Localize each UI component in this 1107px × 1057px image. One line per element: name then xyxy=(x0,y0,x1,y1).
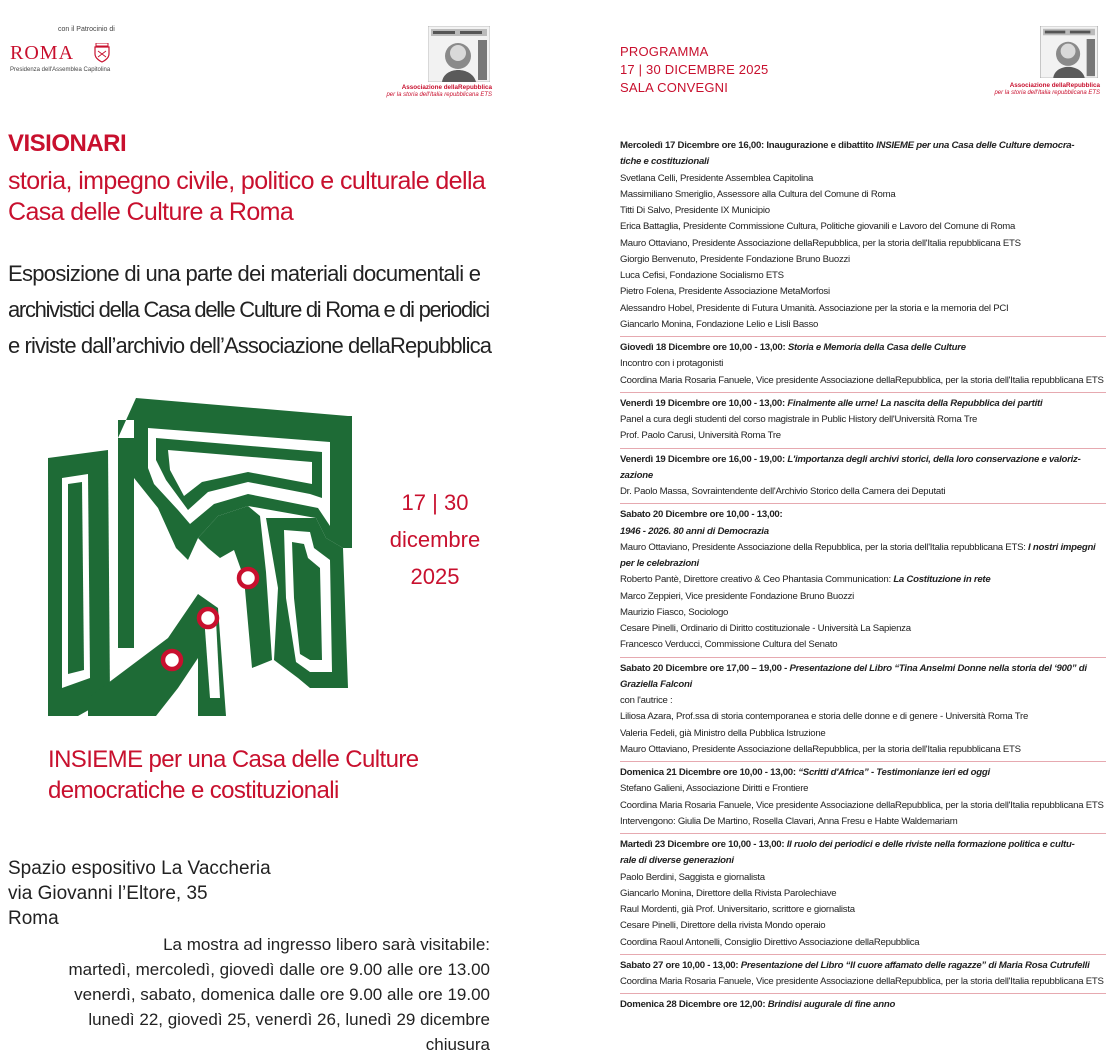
event-heading xyxy=(620,507,1106,523)
event-speaker-line: Luca Cefisi, Fondazione Socialismo ETS xyxy=(620,270,784,281)
event-speaker-line: Dr. Paolo Massa, Sovraintendente dell'Archivio Storico della Camera dei Deputati xyxy=(620,486,946,497)
program-event xyxy=(620,448,1106,501)
event-title-continued: Graziella Falconi xyxy=(620,678,692,690)
program-event xyxy=(620,336,1106,389)
subtitle-line: Casa delle Culture a Roma xyxy=(8,198,294,226)
insieme-tagline xyxy=(48,744,508,806)
program-event xyxy=(620,138,1106,333)
event-speaker-line: Prof. Paolo Carusi, Università Roma Tre xyxy=(620,430,781,442)
event-heading-continued xyxy=(620,524,1106,540)
event-speaker-line: Raul Mordenti, già Prof. Universitario, scrittore e giornalista xyxy=(620,904,855,915)
event-title: L'importanza degli archivi storici, della loro conservazione e valoriz- xyxy=(787,453,1081,465)
event-speaker-line: Maurizio Fiasco, Sociologo xyxy=(620,606,729,618)
roma-subtitle: Presidenza dell'Assemblea Capitolina xyxy=(10,67,111,73)
event-speaker-line: Valeria Fedeli, già Ministro della Pubblica Istruzione xyxy=(620,727,826,739)
exhibition-dates xyxy=(388,484,482,595)
association-name: Associazione dellaRepubblica xyxy=(401,84,492,91)
event-speaker-line: Paolo Berdini, Saggista e giornalista xyxy=(620,871,765,883)
event-date-time: Giovedì 18 Dicembre ore 10,00 - 13,00: xyxy=(620,342,788,353)
talk-title: La Costituzione in rete xyxy=(893,574,991,586)
event-heading xyxy=(620,138,1106,154)
event-speaker-line: Liliosa Azara, Prof.ssa di storia contemporanea e storia delle donne e di genere - Università Roma Tre xyxy=(620,711,1029,723)
event-speaker-line: Coordina Maria Rosaria Fanuele, Vice presidente Associazione dellaRepubblica, per la storia dell'Italia repubblicana ETS xyxy=(620,976,1104,987)
description-line: e riviste dall’archivio dell’Associazione dellaRepubblica xyxy=(8,333,492,358)
hours-line: martedì, mercoledì, giovedì dalle ore 9.00 alle ore 13.00 xyxy=(68,960,490,979)
event-title: Finalmente alle urne! La nascita della Repubblica dei partiti xyxy=(787,397,1043,409)
program-dates: 17 | 30 DICEMBRE 2025 xyxy=(620,62,769,77)
program-location: SALA CONVEGNI xyxy=(620,80,729,95)
opening-hours xyxy=(20,932,490,1057)
event-speaker-line: Giancarlo Monina, Direttore della Rivista Parolechiave xyxy=(620,887,837,899)
event-heading xyxy=(620,661,1106,677)
event-date-time: Venerdì 19 Dicembre ore 16,00 - 19,00: xyxy=(620,453,788,465)
event-speaker-line: Svetlana Celli, Presidente Assemblea Capitolina xyxy=(620,172,814,184)
event-speaker-line: Mauro Ottaviano, Presidente Associazione dellaRepubblica, per la storia dell'Italia repubblicana ETS xyxy=(620,743,1021,755)
event-date-time: Venerdì 19 Dicembre ore 10,00 - 13,00: xyxy=(620,397,788,409)
event-title: Brindisi augurale di fine anno xyxy=(767,999,896,1011)
association-subtitle: per la storia dell'Italia repubblicana ETS xyxy=(994,90,1100,96)
event-speaker-line: Incontro con i protagonisti xyxy=(620,358,724,370)
venue-line: Roma xyxy=(8,908,59,929)
event-date-time: Domenica 21 Dicembre ore 10,00 - 13,00: xyxy=(620,767,799,778)
event-speaker-line xyxy=(620,556,1106,572)
tagline-line: democratiche e costituzionali xyxy=(48,777,339,804)
abstract-green-artwork xyxy=(48,398,388,718)
event-title: Il ruolo dei periodici e delle riviste nella formazione politica e cultu- xyxy=(786,839,1075,850)
event-speaker-line: Marco Zeppieri, Vice presidente Fondazione Bruno Buozzi xyxy=(620,590,855,602)
event-heading xyxy=(620,997,1106,1013)
event-date-time: Sabato 20 Dicembre ore 17,00 – 19,00 - xyxy=(620,662,790,674)
event-speaker-line: Pietro Folena, Presidente Associazione MetaMorfosi xyxy=(620,286,830,298)
dates-month: dicembre xyxy=(389,527,481,552)
event-speaker-line: Coordina Raoul Antonelli, Consiglio Direttivo Associazione dellaRepubblica xyxy=(620,936,920,948)
event-speaker-line: Alessandro Hobel, Presidente di Futura Umanità. Associazione per la storia e la memoria del PCI xyxy=(620,302,1009,314)
program-event xyxy=(620,993,1106,1013)
event-date-time: Martedì 23 Dicembre ore 10,00 - 13,00: xyxy=(620,839,787,850)
event-speaker-line: Intervengono: Giulia De Martino, Rosella Clavari, Anna Fresu e Habte Waldemariam xyxy=(620,815,958,827)
event-speaker-line: Coordina Maria Rosaria Fanuele, Vice presidente Associazione dellaRepubblica, per la storia dell'Italia repubblicana ETS xyxy=(620,374,1104,386)
event-speaker-line xyxy=(620,540,1106,556)
hours-line: venerdì, sabato, domenica dalle ore 9.00 alle ore 19.00 xyxy=(74,985,490,1004)
association-name: Associazione dellaRepubblica xyxy=(1009,82,1100,89)
event-heading-continued xyxy=(620,677,1106,693)
program-event xyxy=(620,657,1106,759)
red-ring-marker xyxy=(239,569,257,587)
event-date-time: Mercoledì 17 Dicembre ore 16,00: Inaugurazione e dibattito xyxy=(620,140,877,151)
event-speaker-line: Giancarlo Monina, Fondazione Lelio e Lisli Basso xyxy=(620,318,819,330)
event-speaker-line xyxy=(620,572,1106,588)
event-title-continued: zazione xyxy=(620,469,653,481)
event-date-time: Domenica 28 Dicembre ore 12,00: xyxy=(620,999,768,1011)
patronage-label: con il Patrocinio di xyxy=(58,26,115,33)
program-event xyxy=(620,954,1106,991)
subtitle-line: storia, impegno civile, politico e culturale della xyxy=(8,167,486,195)
event-speaker-line: Francesco Verducci, Commissione Cultura del Senato xyxy=(620,639,838,651)
speaker-text: Mauro Ottaviano, Presidente Associazione della Repubblica, per la storia dell'Italia repubblicana ETS: xyxy=(620,541,1029,553)
event-title-continued: rale di diverse generazioni xyxy=(620,855,734,867)
program-event xyxy=(620,503,1106,653)
event-date-time: Sabato 27 ore 10,00 - 13,00: xyxy=(620,959,741,971)
hours-line: La mostra ad ingresso libero sarà visitabile: xyxy=(163,935,490,954)
talk-title: per le celebrazioni xyxy=(620,558,699,569)
event-speaker-line: Coordina Maria Rosaria Fanuele, Vice presidente Associazione dellaRepubblica, per la storia dell'Italia repubblicana ETS xyxy=(620,799,1104,811)
program-header xyxy=(620,43,768,97)
event-heading-continued xyxy=(620,154,1106,170)
venue-address xyxy=(8,856,271,931)
event-speaker-line: Cesare Pinelli, Direttore della rivista Mondo operaio xyxy=(620,920,826,932)
event-heading xyxy=(620,837,1106,853)
event-speaker-line: Massimiliano Smeriglio, Assessore alla Cultura del Comune di Roma xyxy=(620,188,896,200)
description-line: archivistici della Casa delle Culture di Roma e di periodici xyxy=(8,297,489,322)
venue-line: Spazio espositivo La Vaccheria xyxy=(8,858,271,879)
event-heading xyxy=(620,765,1106,781)
event-heading-continued xyxy=(620,468,1106,484)
hours-line: lunedì 22, giovedì 25, venerdì 26, lunedì 29 dicembre chiusura xyxy=(88,1010,490,1054)
program-event xyxy=(620,833,1106,951)
speaker-text: Roberto Pantè, Direttore creativo & Ceo Phantasia Communication: xyxy=(620,574,894,586)
exhibition-subtitle xyxy=(8,166,503,228)
event-title: Presentazione del Libro “Il cuore affamato delle ragazze” di Maria Rosa Cutrufelli xyxy=(740,959,1090,971)
event-title: INSIEME per una Casa delle Culture democra- xyxy=(876,140,1075,151)
event-speaker-line: con l'autrice : xyxy=(620,695,673,706)
talk-title: I nostri impegni xyxy=(1028,541,1096,553)
roma-shield-icon xyxy=(94,43,110,68)
event-heading xyxy=(620,958,1106,974)
program-event-list xyxy=(620,138,1106,1014)
roma-wordmark: ROMA xyxy=(10,42,75,64)
venue-line: via Giovanni l’Eltore, 35 xyxy=(8,883,208,904)
event-speaker-line: Mauro Ottaviano, Presidente Associazione dellaRepubblica, per la storia dell'Italia repubblicana ETS xyxy=(620,237,1021,249)
event-title-continued: tiche e costituzionali xyxy=(620,156,709,168)
event-speaker-line: Giorgio Benvenuto, Presidente Fondazione Bruno Buozzi xyxy=(620,253,850,265)
event-heading xyxy=(620,396,1106,412)
dates-year: 2025 xyxy=(410,564,460,589)
event-title: Presentazione del Libro “Tina Anselmi Donne nella storia del ‘900” di xyxy=(789,662,1087,674)
event-speaker-line: Cesare Pinelli, Ordinario di Diritto costituzionale - Università La Sapienza xyxy=(620,623,911,634)
description-line: Esposizione di una parte dei materiali documentali e xyxy=(8,261,481,286)
newspaper-portrait-icon xyxy=(1040,26,1098,78)
event-speaker-line: Stefano Galieni, Associazione Diritti e Frontiere xyxy=(620,783,809,795)
event-speaker-line: Titti Di Salvo, Presidente IX Municipio xyxy=(620,205,770,216)
red-ring-marker xyxy=(199,609,217,627)
exhibition-description xyxy=(8,256,503,364)
dates-days: 17 | 30 xyxy=(401,490,469,515)
program-event xyxy=(620,392,1106,445)
association-subtitle: per la storia dell'Italia repubblicana ETS xyxy=(386,92,492,98)
event-heading-continued xyxy=(620,853,1106,869)
event-speaker-line: Erica Battaglia, Presidente Commissione Cultura, Politiche giovanili e Lavoro del Comune di Roma xyxy=(620,221,1016,233)
red-ring-marker xyxy=(163,651,181,669)
event-heading xyxy=(620,452,1106,468)
program-title: PROGRAMMA xyxy=(620,44,709,59)
event-title-continued: 1946 - 2026. 80 anni di Democrazia xyxy=(620,525,769,537)
event-title: Storia e Memoria della Casa delle Culture xyxy=(787,342,966,353)
exhibition-title: VISIONARI xyxy=(8,130,127,157)
program-event xyxy=(620,761,1106,830)
event-speaker-line: Panel a cura degli studenti del corso magistrale in Public History dell'Università Roma Tre xyxy=(620,414,978,425)
newspaper-portrait-icon xyxy=(428,26,490,82)
tagline-line: INSIEME per una Casa delle Culture xyxy=(48,746,419,773)
event-date-time: Sabato 20 Dicembre ore 10,00 - 13,00: xyxy=(620,509,783,521)
event-heading xyxy=(620,340,1106,356)
event-title: “Scritti d'Africa” - Testimonianze ieri ed oggi xyxy=(798,767,990,778)
